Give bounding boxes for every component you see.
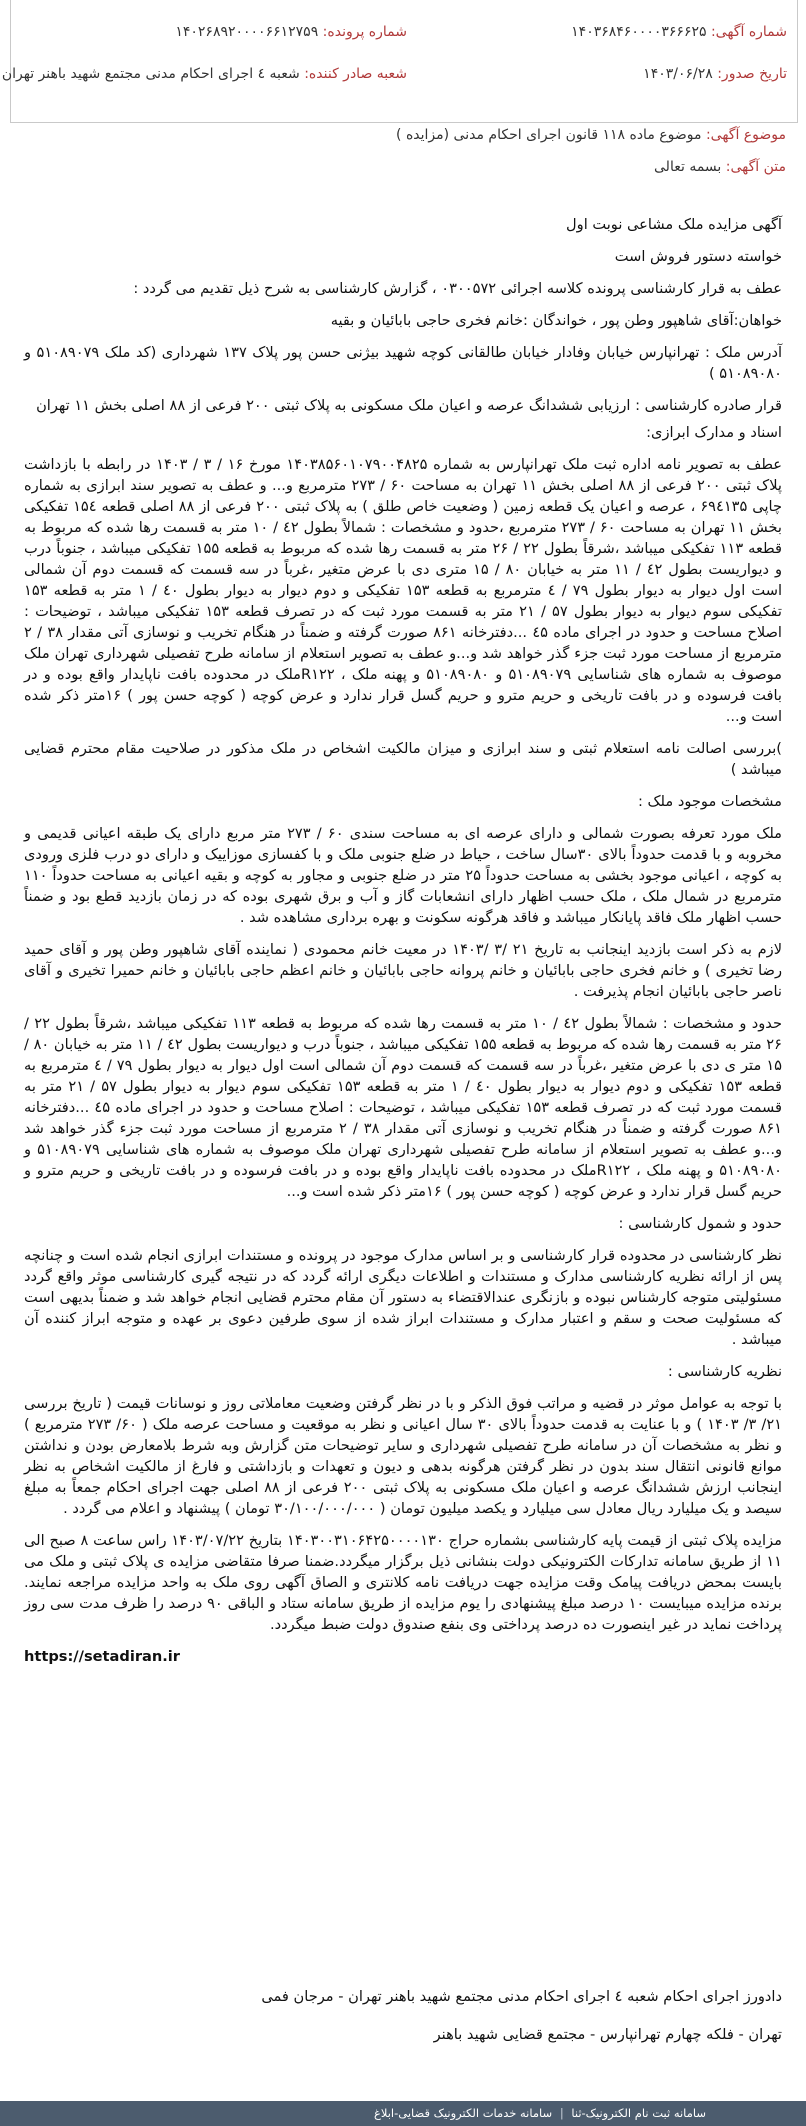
footer-link-eblagh[interactable]: سامانه خدمات الکترونیک قضایی-ابلاغ xyxy=(373,2106,553,2120)
footer-link-sana[interactable]: سامانه ثبت نام الکترونیک-ثنا xyxy=(571,2106,706,2120)
ad-subject xyxy=(396,122,786,148)
court-address: تهران - فلکه چهارم تهرانپارس - مجتمع قضایی شهید باهنر xyxy=(433,2026,782,2043)
issuer-value: شعبه ٤ اجرای احکام مدنی مجتمع شهید باهنر تهران xyxy=(1,66,300,82)
issuer-label: شعبه صادر کننده: xyxy=(304,66,407,82)
ad-subject-value: موضوع ماده ۱۱۸ قانون اجرای احکام مدنی (مزایده ) xyxy=(396,127,702,143)
expert-order: قرار صادره کارشناسی : ارزیابی ششدانگ عرصه و اعیان ملک مسکونی به پلاک ثبتی ۲۰۰ فرعی از ۸۸ اصلی بخش ۱۱ تهران xyxy=(36,397,782,414)
report-intro: عطف به قرار کارشناسی پرونده کلاسه اجرائی ۰۳۰۰۵۷۲ ، گزارش کارشناسی به شرح ذیل تقدیم می گردد : xyxy=(133,280,782,297)
property-specs-heading: مشخصات موجود ملک : xyxy=(637,793,782,810)
property-specs: ملک مورد تعرفه بصورت شمالی و دارای عرصه ای به مساحت سندی ۶۰ / ۲۷۳ متر مربع دارای یک طبقه اعیانی قدیمی و مخروبه و با قدمت حدوداً بالای ۳۰سال ساخت ، حیاط در ضلع جنوبی ملک و با کفسازی موزاییک و دارای دو درب فلزی ورودی به کوچه ، اعیانی موجود بخشی به مساحت حدوداً ۲۵ متر در ضلع جنوبی و مجاور به کوچه و بقیه اعیانی به مساحت حدوداً ۱۱۰ مترمربع در شمال ملک ، ملک حسب اظهار دارای انشعابات گاز و آب و برق شهری بوده که در زمان بازدید قطع بود و ضمناً حسب اظهار ملک فاقد پایانکار میباشد و فاقد هرگونه سکونت و بهره برداری مشاهده شد . xyxy=(24,825,782,926)
ad-body xyxy=(24,214,782,1678)
setad-link[interactable]: https://setadiran.ir xyxy=(24,1648,181,1665)
footer-separator: | xyxy=(559,2106,564,2120)
footer-bar xyxy=(0,2101,806,2126)
ad-subject-label: موضوع آگهی: xyxy=(705,127,786,143)
issuer xyxy=(2,60,407,88)
property-address: آدرس ملک : تهرانپارس خیابان وفادار خیابان طالقانی کوچه شهید بیژنی حسن پور پلاک ۱۳۷ شهرداری (کد ملک ۵۱۰۸۹۰۷۹ و ۵۱۰۸۹۰۸۰ ) xyxy=(24,344,782,382)
parties: خواهان:آقای شاهپور وطن پور ، خواندگان :خانم فخری حاجی بابائیان و بقیه xyxy=(330,312,782,329)
case-number-value: ۱۴۰۲۶۸۹۲۰۰۰۰۶۶۱۲۷۵۹ xyxy=(175,24,319,40)
scope-heading: حدود و شمول کارشناسی : xyxy=(618,1215,782,1232)
ad-text-label: متن آگهی: xyxy=(725,159,786,175)
ad-header xyxy=(1,0,798,123)
case-number xyxy=(175,18,407,46)
scope-text: نظر کارشناسی در محدوده قرار کارشناسی و بر اساس مدارک موجود در پرونده و مستندات ابرازی انجام شده است و چنانچه پس از ارائه نظریه کارشناسی مدارک و مستندات و اطلاعات دیگری ارائه گردد که در نتیجه گیری کارشناسی موثر واقع گردد مسئولیتی متوجه کارشناس نبوده و بازنگری عندالاقتضاء به دستور آن مقام محترم قضایی انجام خواهد شد و ضمناً بدیهی است که مسئولیت صحت و سقم و اعتبار مدارک و مستندات ابراز شده از سوی طرفین دعوی بر عهده و متوجه ابراز کننده آن میباشد . xyxy=(24,1247,782,1348)
ad-text-heading xyxy=(654,154,786,180)
bailiff-signature: دادورز اجرای احکام شعبه ٤ اجرای احکام مدنی مجتمع شهید باهنر تهران - مرجان فمی xyxy=(261,1988,782,2005)
request-line: خواسته دستور فروش است xyxy=(614,248,782,265)
issue-date-label: تاریخ صدور: xyxy=(717,66,787,82)
auction-details: مزایده پلاک ثبتی از قیمت پایه کارشناسی بشماره حراج ۱۴۰۳۰۰۳۱۰۶۴۲۵۰۰۰۰۱۳۰ بتاریخ ۱۴۰۳/۰۷/۲۲ راس ساعت ۸ صبح الی ۱۱ از طریق سامانه تدارکات الکترونیکی دولت بنشانی ذیل برگزار میگردد.ضمنا صرفا متقاضی مزایده ی پلاک ثبتی و ملک می بایست بمحض دریافت پیامک وقت مزایده جهت دریافت نامه کلانتری و الصاق آگهی روی ملک به واحد مزایده مراجعه نمایند. برنده مزایده میبایست ۱۰ درصد مبلغ پیشنهادی را یوم مزایده از طریق سامانه ستاد و الباقی ۹۰ درصد را ظرف مدت سی روز پرداخت نماید در غیر اینصورت ده درصد پرداختی وی بنفع صندوق دولت ضبط میگردد. xyxy=(24,1532,782,1633)
opinion-heading: نظریه کارشناسی : xyxy=(667,1363,782,1380)
ad-number-value: ۱۴۰۳۶۸۴۶۰۰۰۰۳۶۶۶۲۵ xyxy=(571,24,707,40)
ad-text-opening: بسمه تعالی xyxy=(654,159,722,175)
opinion-text: با توجه به عوامل موثر در قضیه و مراتب فوق الذکر و با در نظر گرفتن وضعیت معاملاتی روز و نوسانات قیمت ( تاریخ بررسی ۲۱/ ۳/ ۱۴۰۳ ) و با عنایت به قدمت حدوداً بالای ۳۰ سال اعیانی و نظر به موقعیت و مساحت عرصه ملک ( ۶۰/ ۲۷۳ مترمربع ) و نظر به مشخصات آن در سامانه طرح تفصیلی شهرداری و سایر توضیحات متن گزارش وبه شرط بلامعارض بودن و نداشتن موانع قانونی انتقال سند بدون در نظر گرفتن هرگونه بدهی و دیون و تعهدات و بازداشتی و فارغ از مالکیت اشخاص به نظر اینجانب ارزش ششدانگ عرصه و اعیان ملک مسکونی به پلاک ثبتی ۲۰۰ فرعی از ۸۸ اصلی جهت اجرای احکام جمعاً به مبلغ سیصد و یک میلیارد ریال معادل سی میلیارد و یکصد میلیون تومان ( ۳۰/۱۰۰/۰۰۰/۰۰۰ تومان ) پیشنهاد و اعلام می گردد . xyxy=(24,1395,783,1517)
case-number-label: شماره پرونده: xyxy=(322,24,407,40)
visit-note: لازم به ذکر است بازدید اینجانب به تاریخ ۲۱ /۳ /۱۴۰۳ در معیت خانم محمودی ( نماینده آقای شاهپور وطن پور و آقای حمید رضا تخیری ) و خانم فخری حاجی بابائیان و خانم پروانه حاجی بابائیان و خانم اعظم حاجی بابائیان و خانم حمیرا تخیری و آقای ناصر حاجی بابائیان انجام پذیرفت . xyxy=(24,941,783,1000)
documents-heading: اسناد و مدارک ابرازی: xyxy=(646,424,782,441)
issue-date-value: ۱۴۰۳/۰۶/۲۸ xyxy=(643,66,713,82)
documents-detail: عطف به تصویر نامه اداره ثبت ملک تهرانپارس به شماره ۱۴۰۳۸۵۶۰۱۰۷۹۰۰۴۸۲۵ مورخ ۱۶ / ۳ / ۱۴۰۳ در رابطه با بازداشت پلاک ثبتی ۲۰۰ فرعی از ۸۸ اصلی بخش ۱۱ تهران به مساحت ۶۰ / ۲۷۳ مترمربع و... و عطف به تصویر سند ابرازی به شماره چاپی ۶۹٤۱۳۵ ، عرصه و اعیان یک قطعه زمین ( وضعیت خاص طلق ) به پلاک ثبتی ۲۰۰ فرعی از ۸۸ اصلی قطعه ۱۵٤ تفکیکی بخش ۱۱ تهران به مساحت ۶۰ / ۲۷۳ مترمربع ،حدود و مشخصات : شمالاً بطول ٤۲ / ۱۰ متر به قسمت رها شده که مربوط به قطعه ۱۱۳ تفکیکی میباشد ،شرقاً بطول ۲۲ / ۲۶ متر به قسمت رها شده که مربوط به قطعه ۱۵۵ تفکیکی میباشد ، جنوباً درب و دیواریست بطول ٤۲ / ۱۱ متر به خیابان ۸۰ / ۱۵ متری دی با عرض متغیر ،غرباً در سه قسمت که قسمت دوم آن شمالی است اول دیوار به دیوار بطول ۷۹ / ٤ مترمربع به قطعه ۱۵۳ تفکیکی و دوم دیوار به دیوار بطول ٤۰ / ۱ متر به قطعه ۱۵۳ تفکیکی سوم دیوار به دیوار بطول ۵۷ / ۲۱ متر به قسمت مورد ثبت که در تصرف قطعه ۱۵۳ تفکیکی میباشد ، توضیحات : اصلاح مساحت و حدود در اجرای ماده ٤۵ ...دفترخانه ۸۶۱ صورت گرفته و ضمناً در هنگام تخریب و نوسازی آتی مقدار ۳۸ / ۲ مترمربع از مساحت مورد ثبت جزء گذر خواهد شد و...و عطف به تصویر استعلام از سامانه طرح تفصیلی شهرداری تهران ملک موصوف به شماره های شناسایی ۵۱۰۸۹۰۷۹ و ۵۱۰۸۹۰۸۰ و پهنه ملک ، R۱۲۲ملک در محدوده بافت ناپایدار واقع بوده و در بافت فرسوده و در بافت تاریخی و حریم مترو و حریم گسل قرار ندارد و عرض کوچه ( کوچه حسن پور ) ۱۶متر ذکر شده است و... xyxy=(24,456,783,725)
ad-number-label: شماره آگهی: xyxy=(710,24,787,40)
authenticity-note: )بررسی اصالت نامه استعلام ثبتی و سند ابرازی و میزان مالکیت اشخاص در ملک مذکور در صلاحیت مقام محترم قضایی میباشد ) xyxy=(24,740,782,778)
issue-date xyxy=(643,60,787,88)
ad-number xyxy=(571,18,787,46)
auction-title: آگهی مزایده ملک مشاعی نوبت اول xyxy=(566,216,782,233)
footer-links xyxy=(374,2101,706,2126)
boundaries: حدود و مشخصات : شمالاً بطول ٤۲ / ۱۰ متر به قسمت رها شده که مربوط به قطعه ۱۱۳ تفکیکی میباشد ،شرقاً بطول ۲۲ / ۲۶ متر به قسمت رها شده که مربوط به قطعه ۱۵۵ تفکیکی میباشد ، جنوباً درب و دیواریست بطول ٤۲ / ۱۱ متر به خیابان ۸۰ / ۱۵ متر ی دی با عرض متغیر ،غرباً در سه قسمت که قسمت دوم آن شمالی است اول دیوار به دیوار بطول ۷۹ / ٤ مترمربع به قطعه ۱۵۳ تفکیکی و دوم دیوار به دیوار بطول ٤۰ / ۱ متر به قطعه ۱۵۳ تفکیکی سوم دیوار به دیوار بطول ۵۷ / ۲۱ متر به قسمت مورد ثبت که در تصرف قطعه ۱۵۳ تفکیکی میباشد ، توضیحات : اصلاح مساحت و حدود در اجرای ماده ٤۵ ...دفترخانه ۸۶۱ صورت گرفته و ضمناً در هنگام تخریب و نوسازی آتی مقدار ۳۸ / ۲ مترمربع از مساحت مورد ثبت جزء گذر خواهد شد و...و عطف به تصویر استعلام از سامانه طرح تفصیلی شهرداری تهران ملک موصوف به شماره های شناسایی ۵۱۰۸۹۰۷۹ و ۵۱۰۸۹۰۸۰ و پهنه ملک ، R۱۲۲ملک در محدوده بافت ناپایدار واقع بوده و در بافت فرسوده و در بافت تاریخی و حریم مترو و حریم گسل قرار ندارد و عرض کوچه ( کوچه حسن پور ) ۱۶متر ذکر شده است و... xyxy=(24,1015,783,1200)
